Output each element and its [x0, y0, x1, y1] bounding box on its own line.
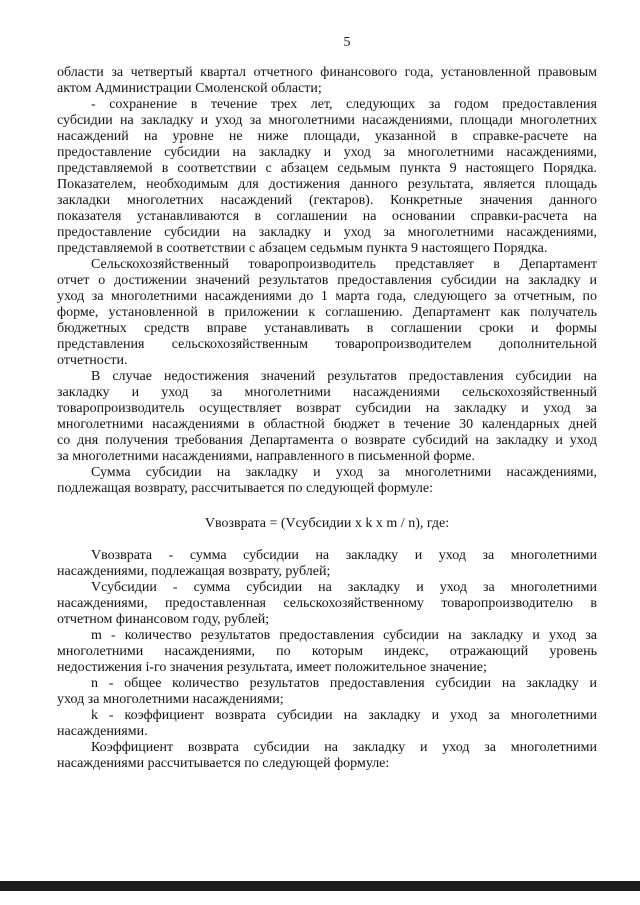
- text-line: закладки многолетних насаждений (гектаров). Конкретные значения данного: [57, 193, 597, 208]
- paragraph: [57, 580, 597, 628]
- page-number: 5: [343, 35, 351, 50]
- paragraph: [57, 548, 597, 580]
- text-line: Сумма субсидии на закладку и уход за многолетними насаждениями,: [91, 465, 597, 480]
- text-line: области за четвертый квартал отчетного финансового года, установленной правовым: [57, 65, 597, 80]
- text-line: Vсубсидии - сумма субсидии на закладку и уход за многолетними: [91, 580, 597, 595]
- text-line: отчетности.: [57, 353, 128, 368]
- paragraph: [57, 465, 597, 497]
- text-line: n - общее количество результатов предоставления субсидии на закладку и: [91, 676, 597, 691]
- text-line: насаждениями, подлежащая возврату, рублей;: [57, 564, 331, 579]
- text-line: актом Администрации Смоленской области;: [57, 81, 322, 96]
- document-body: [57, 65, 597, 772]
- text-line: многолетними насаждениями в областной бюджет в течение 30 календарных дней: [57, 417, 597, 432]
- text-line: субсидии на закладку и уход за многолетними насаждениями, площади многолетних: [57, 113, 597, 128]
- formula: Vвозврата = (Vсубсидии x k x m / n), где:: [204, 516, 450, 531]
- text-line: k - коэффициент возврата субсидии на закладку и уход за многолетними: [91, 708, 597, 723]
- text-line: отчет о достижении значений результатов предоставления субсидии на закладку и: [57, 273, 597, 288]
- text-line: представляемой в соответствии с абзацем седьмым пункта 9 настоящего Порядка.: [57, 161, 597, 176]
- text-line: бюджетных средств вправе устанавливать в соглашении сроки и формы: [57, 321, 597, 336]
- text-line: Vвозврата - сумма субсидии на закладку и уход за многолетними: [91, 548, 597, 563]
- text-line: В случае недостижения значений результатов предоставления субсидии на: [91, 369, 597, 384]
- text-line: недостижения i-го значения результата, имеет положительное значение;: [57, 660, 487, 675]
- text-line: - сохранение в течение трех лет, следующих за годом предоставления: [91, 97, 597, 112]
- text-line: Коэффициент возврата субсидии на закладку и уход за многолетними: [91, 740, 597, 755]
- paragraph: [57, 97, 597, 257]
- text-line: форме, установленной в приложении к соглашению. Департамент как получатель: [57, 305, 597, 320]
- paragraph: [57, 740, 597, 772]
- text-line: m - количество результатов предоставления субсидии на закладку и уход за: [91, 628, 597, 643]
- paragraph: [57, 369, 597, 465]
- text-line: предоставление субсидии на закладку и уход за многолетними насаждениями,: [57, 225, 597, 240]
- text-line: Сельскохозяйственный товаропроизводитель представляет в Департамент: [91, 257, 597, 272]
- scan-edge-bar: [0, 881, 640, 891]
- text-line: закладку и уход за многолетними насаждениями сельскохозяйственный: [57, 385, 597, 400]
- text-line: со дня получения требования Департамента о возврате субсидий на закладку и уход: [57, 433, 597, 448]
- paragraph: [57, 65, 597, 97]
- paragraph: [57, 676, 597, 708]
- text-line: предоставление субсидии на закладку и уход за многолетними насаждениями,: [57, 145, 597, 160]
- text-line: показателя устанавливаются в соглашении на основании справки-расчета на: [57, 209, 597, 224]
- paragraph: [57, 708, 597, 740]
- text-line: отчетном финансовом году, рублей;: [57, 612, 270, 627]
- text-line: насаждениями.: [57, 724, 148, 739]
- text-line: товаропроизводитель осуществляет возврат субсидии на закладку и уход за: [57, 401, 597, 416]
- text-line: представления сельскохозяйственным товаропроизводителем дополнительной: [57, 337, 597, 352]
- text-line: насаждениями рассчитывается по следующей формуле:: [57, 756, 390, 771]
- text-line: насаждений на уровне не ниже площади, указанной в справке-расчете на: [57, 129, 597, 144]
- text-line: насаждениями, предоставленная сельскохозяйственному товаропроизводителю в: [57, 596, 597, 611]
- paragraph: [57, 257, 597, 369]
- text-line: уход за многолетними насаждениями;: [57, 692, 284, 707]
- paragraph: [57, 628, 597, 676]
- text-line: Показателем, необходимым для достижения данного результата, является площадь: [57, 177, 597, 192]
- text-line: многолетними насаждениями, по которым индекс, отражающий уровень: [57, 644, 597, 659]
- text-line: представляемой в соответствии с абзацем седьмым пункта 9 настоящего Порядка.: [57, 241, 548, 256]
- text-line: уход за многолетними насаждениями до 1 марта года, следующего за отчетным, по: [57, 289, 597, 304]
- text-line: подлежащая возврату, рассчитывается по следующей формуле:: [57, 481, 433, 496]
- text-line: за многолетними насаждениями, направленного в письменной форме.: [57, 449, 475, 464]
